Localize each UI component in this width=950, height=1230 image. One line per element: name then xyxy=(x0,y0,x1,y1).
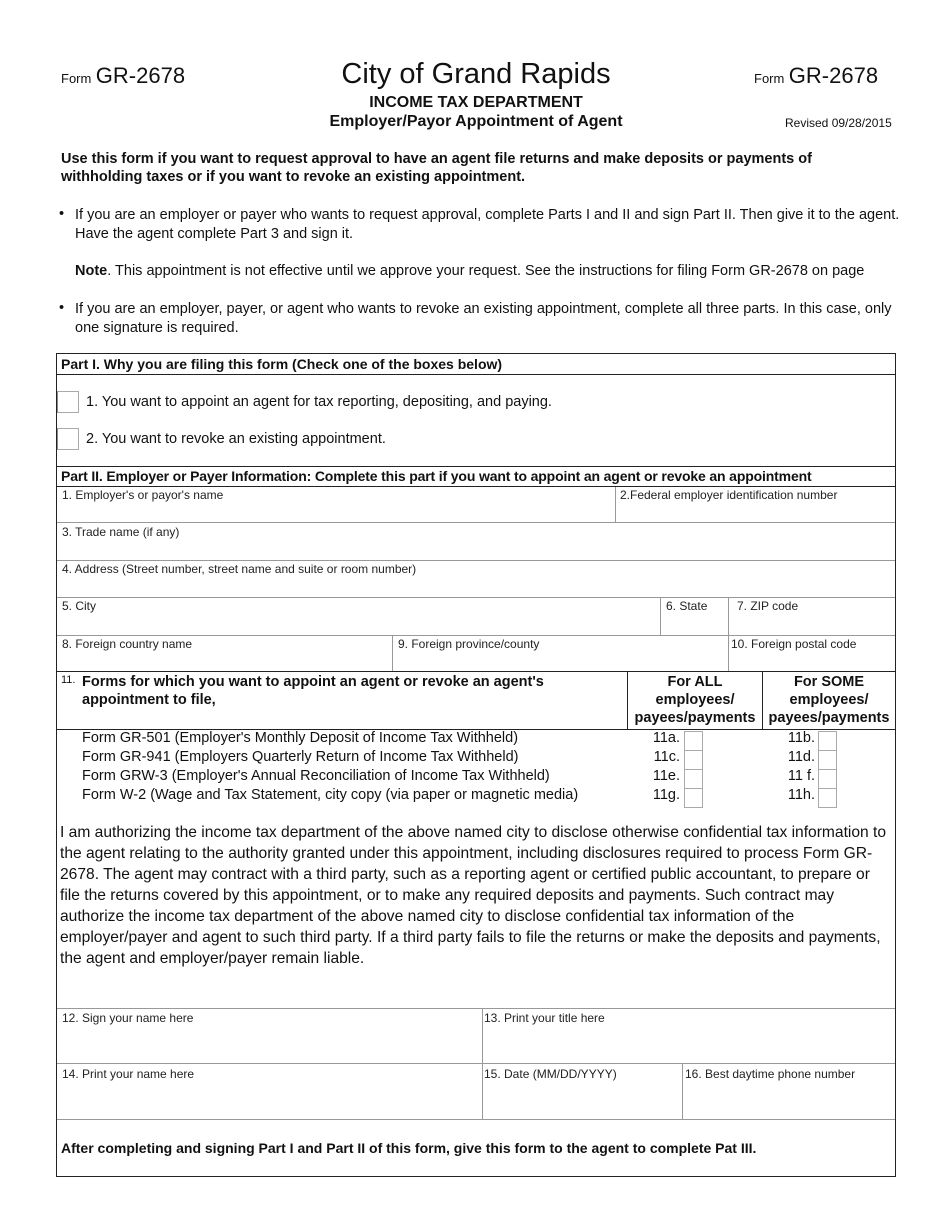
foreign-country-field[interactable] xyxy=(58,650,390,670)
option2-label: 2. You want to revoke an existing appointment. xyxy=(86,431,386,447)
city-field[interactable] xyxy=(58,612,658,632)
some-checkbox[interactable] xyxy=(818,750,837,770)
label-foreign-country: 8. Foreign country name xyxy=(62,637,193,651)
option1-label: 1. You want to appoint an agent for tax reporting, depositing, and paying. xyxy=(86,394,552,410)
divider xyxy=(57,671,895,672)
col-all-header xyxy=(628,673,762,727)
all-checkbox[interactable] xyxy=(684,731,703,751)
label-employer-name: 1. Employer's or payor's name xyxy=(62,488,224,502)
footer-instruction: After completing and signing Part I and Part II of this form, give this form to the agent to complete Pat III. xyxy=(61,1140,757,1156)
some-code: 11d. xyxy=(787,749,815,765)
divider xyxy=(57,466,895,467)
option1-checkbox[interactable] xyxy=(57,391,79,413)
col-some-header xyxy=(763,673,895,727)
divider xyxy=(482,1009,483,1119)
phone-field[interactable] xyxy=(684,1081,893,1117)
signature-field[interactable] xyxy=(58,1025,480,1061)
form-prefix: Form xyxy=(61,71,92,86)
divider xyxy=(660,598,661,635)
intro-lead: Use this form if you want to request approval to have an agent file returns and make deposits or payments of withholding taxes or if you want to revoke an existing appointment. xyxy=(61,151,812,185)
zip-field[interactable] xyxy=(730,612,893,632)
note-label: Note xyxy=(75,263,108,279)
label-title: 13. Print your title here xyxy=(484,1011,605,1025)
note-text: . This appointment is not effective until we approve your request. See the instructions for filing Form GR-2678 on page xyxy=(107,263,865,279)
all-code: 11g. xyxy=(652,787,680,803)
some-code: 11b. xyxy=(787,730,815,746)
form-title: Employer/Payor Appointment of Agent xyxy=(329,113,623,130)
all-checkbox[interactable] xyxy=(684,788,703,808)
all-code: 11a. xyxy=(652,730,680,746)
form-prefix: Form xyxy=(754,71,785,86)
divider xyxy=(57,560,895,561)
all-code: 11c. xyxy=(653,749,680,765)
form-row-name: Form GR-941 (Employers Quarterly Return of Income Tax Withheld) xyxy=(82,749,519,765)
label-state: 6. State xyxy=(666,599,708,613)
f11-number: 11. xyxy=(61,674,76,686)
label-foreign-province: 9. Foreign province/county xyxy=(398,637,540,651)
part2-heading: Part II. Employer or Payer Information: Complete this part if you want to appoint an agent or revoke an appointment xyxy=(61,468,812,484)
address-field[interactable] xyxy=(58,575,893,595)
divider xyxy=(57,635,895,636)
department: INCOME TAX DEPARTMENT xyxy=(369,94,583,111)
all-code: 11e. xyxy=(652,768,680,784)
city-title: City of Grand Rapids xyxy=(341,58,611,90)
divider xyxy=(392,636,393,672)
authorization-text: I am authorizing the income tax department of the above named city to disclose otherwise confidential tax information to the agent relating to the authority granted under this appointment, including disclosures required to process Form GR-2678. The agent may contract with a third party, such as a reporting agent or certified public accountant, to prepare or file the returns covered by this appointment, or to make any required deposits and payments. Such contract may authorize the income tax department of the above named city to disclose confidential tax information of the employer/payer and agent to such third party. If a third party fails to file the returns or make the deposits and payments, the agent and employer/payer remain liable. xyxy=(60,824,887,967)
label-trade-name: 3. Trade name (if any) xyxy=(62,525,180,539)
divider xyxy=(57,1008,895,1009)
foreign-province-field[interactable] xyxy=(394,650,726,670)
f11-line1: Forms for which you want to appoint an agent or revoke an agent's xyxy=(82,674,544,690)
date-field[interactable] xyxy=(484,1081,680,1117)
foreign-postal-field[interactable] xyxy=(730,650,893,670)
divider xyxy=(682,1064,683,1119)
f11-line2: appointment to file, xyxy=(82,692,216,708)
some-checkbox[interactable] xyxy=(818,769,837,789)
state-field[interactable] xyxy=(662,612,726,632)
some-code: 11h. xyxy=(787,787,815,803)
divider xyxy=(57,1119,895,1120)
bullet-1: If you are an employer or payer who wants to request approval, complete Parts I and II and sign Part II. Then give it to the agent. Have the agent complete Part 3 and sign it. xyxy=(75,207,900,242)
title-field[interactable] xyxy=(484,1025,893,1061)
divider xyxy=(615,487,616,522)
col-some-line: employees/ xyxy=(789,692,869,708)
label-city: 5. City xyxy=(62,599,97,613)
divider xyxy=(57,1063,895,1064)
label-print-name: 14. Print your name here xyxy=(62,1067,195,1081)
col-some-line: For SOME xyxy=(793,674,865,690)
form-row-name: Form GRW-3 (Employer's Annual Reconciliation of Income Tax Withheld) xyxy=(82,768,550,784)
some-checkbox[interactable] xyxy=(818,788,837,808)
bullet-2: If you are an employer, payer, or agent who wants to revoke an existing appointment, complete all three parts. In this case, only one signature is required. xyxy=(75,301,892,336)
all-checkbox[interactable] xyxy=(684,750,703,770)
revised-date: Revised 09/28/2015 xyxy=(785,116,892,130)
label-address: 4. Address (Street number, street name and suite or room number) xyxy=(62,562,417,576)
label-zip: 7. ZIP code xyxy=(737,599,799,613)
note xyxy=(75,263,864,279)
divider xyxy=(57,486,895,487)
label-foreign-postal: 10. Foreign postal code xyxy=(731,637,857,651)
form-row-name: Form GR-501 (Employer's Monthly Deposit of Income Tax Withheld) xyxy=(82,730,519,746)
label-date: 15. Date (MM/DD/YYYY) xyxy=(484,1067,617,1081)
some-code: 11 f. xyxy=(787,768,815,784)
part1-heading: Part I. Why you are filing this form (Check one of the boxes below) xyxy=(61,356,503,372)
trade-name-field[interactable] xyxy=(58,538,893,558)
employer-name-field[interactable] xyxy=(58,500,613,520)
option2-checkbox[interactable] xyxy=(57,428,79,450)
label-fein: 2.Federal employer identification number xyxy=(620,488,838,502)
divider xyxy=(57,522,895,523)
fein-field[interactable] xyxy=(617,500,893,520)
bullet: • xyxy=(59,206,65,222)
some-checkbox[interactable] xyxy=(818,731,837,751)
label-phone: 16. Best daytime phone number xyxy=(685,1067,856,1081)
divider xyxy=(57,597,895,598)
divider xyxy=(57,374,895,375)
form-number: GR-2678 xyxy=(95,63,186,88)
label-signature: 12. Sign your name here xyxy=(62,1011,194,1025)
col-all-line: employees/ xyxy=(655,692,735,708)
col-some-line: payees/payments xyxy=(768,710,890,726)
col-all-line: payees/payments xyxy=(634,710,756,726)
form-row-name: Form W-2 (Wage and Tax Statement, city copy (via paper or magnetic media) xyxy=(82,787,579,803)
bullet: • xyxy=(59,300,65,316)
form-number: GR-2678 xyxy=(788,63,879,88)
print-name-field[interactable] xyxy=(58,1081,480,1117)
col-all-line: For ALL xyxy=(667,674,723,690)
all-checkbox[interactable] xyxy=(684,769,703,789)
